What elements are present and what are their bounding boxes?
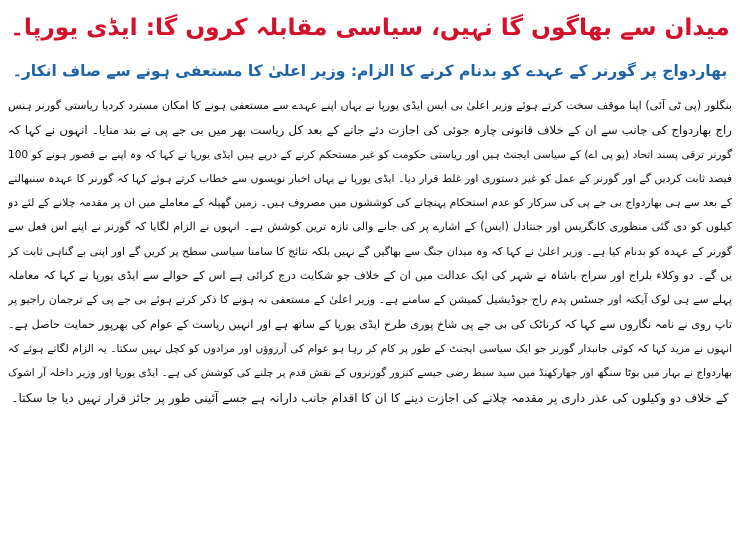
body-line: پہلے سے ہی لوک آیکتہ اور جسٹس پدم راج جوڈیشیل کمیشن کے سامنے ہے۔ وزیر اعلیٰ کے مستعفی نہ ہونے کا ذکر کرتے ہوئے بی جے پی کے ترجمان راجیو پر: [8, 293, 732, 307]
body-line: انہوں نے مزید کہا کہ کوئی جانبدار گورنر جو ایک سیاسی ایجنٹ کے طور پر کام کر رہا ہو عوام کی آرزوؤں اور مرادوں کو کچل نہیں سکتا۔ یہ الزام لگاتے ہوئے کہ: [8, 342, 732, 355]
article-body: [8, 94, 732, 410]
body-line: کے بعد سے ہی بھاردواج بی جے پی کی سرکار کو عدم استحکام پہنچانے کی کوششوں میں مصروف ہیں۔ زمین گھپلہ کے معاملے میں ان پر مقدمہ چلانے کے لئے دو: [8, 196, 732, 210]
body-line: راج بھاردواج کی جانب سے ان کے خلاف قانونی چارہ جوئی کی اجازت دئے جانے کے بعد کل ریاست بھر میں بی جے پی نے بند منایا۔ انہوں نے کہا کہ: [8, 123, 732, 138]
body-line: تاپ روی نے نامہ نگاروں سے کہا کہ کرناٹک کی بی جے پی شاخ پوری طرح ایڈی یورپا کے ساتھ ہے اور انہیں ریاست کے عوام کی بھرپور حمایت حاصل ہے۔: [8, 317, 732, 331]
body-line: بھاردواج نے بہار میں بوٹا سنگھ اور جھارکھنڈ میں سید سبط رضی جیسے کنزور گورنروں کے نقش قدم پر چلنے کی کوشش کی ہے۔ ایڈی یورپا اور وزیر داخلہ آر اشوک: [8, 367, 732, 380]
body-line: کیلوں کو دی گئی منظوری کانگریس اور جنتادل (ایس) کے اشارے پر کی جانے والی تازہ ترین کوشش ہے۔ انہوں نے الزام لگایا کہ گورنر نے اپنے اس فعل سے: [8, 220, 732, 234]
headline: میدان سے بھاگوں گا نہیں، سیاسی مقابلہ کروں گا: ایڈی یورپا۔: [10, 14, 730, 41]
subheadline: بھاردواج پر گورنر کے عہدے کو بدنام کرنے کا الزام: وزیر اعلیٰ کا مستعفی ہونے سے صاف انکار۔: [12, 62, 728, 80]
body-line: گورنر کے عہدہ کو بدنام کیا ہے۔ وزیر اعلیٰ نے کہا کہ وہ میدان جنگ سے بھاگیں گے نہیں بلکہ نتائج کا سامنا سیاسی سطح پر کریں گے اور اپنی بے گناہی ثابت کر: [8, 244, 732, 258]
body-line: یں گے۔ دو وکلاء بلراج اور سراج باشاہ نے شہر کی ایک عدالت میں ان کے خلاف جو شکایت درج کرائی ہے اس کے حوالے سے ایڈی یورپا نے کہا کہ معاملہ: [8, 269, 732, 283]
body-line: کے خلاف دو وکیلوں کی عذر داری پر مقدمہ چلانے کی اجازت دینے کا ان کا اقدام جانب دارانہ ہے جسے آئینی طور پر جائز قرار نہیں دیا جا سکتا۔: [11, 390, 729, 405]
body-line: گورنر ترقی پسند اتحاد (یو پی اے) کے سیاسی ایجنٹ ہیں اور ریاستی حکومت کو غیر مستحکم کرنے کے درپے ہیں ایڈی یورپا نے کہا کہ وہ اپنے بے قصور ہونے کو 100: [8, 148, 732, 161]
body-line: فیصد ثابت کردیں گے اور گورنر کے عمل کو غیر دستوری اور غلط قرار دیا۔ ایڈی یورپا نے یہاں اخبار نویسوں سے خطاب کرتے ہوئے کہا کہ گورنر کا عہدہ سنبھالنے: [8, 171, 732, 185]
body-line: بنگلور (پی ٹی آئی) اپنا موقف سخت کرتے ہوئے وزیر اعلیٰ بی ایس ایڈی یورپا نے یہاں اپنے عہدے سے مستعفی ہونے کا امکان مسترد کردیا ریاستی گورنر ہنس: [8, 99, 732, 112]
